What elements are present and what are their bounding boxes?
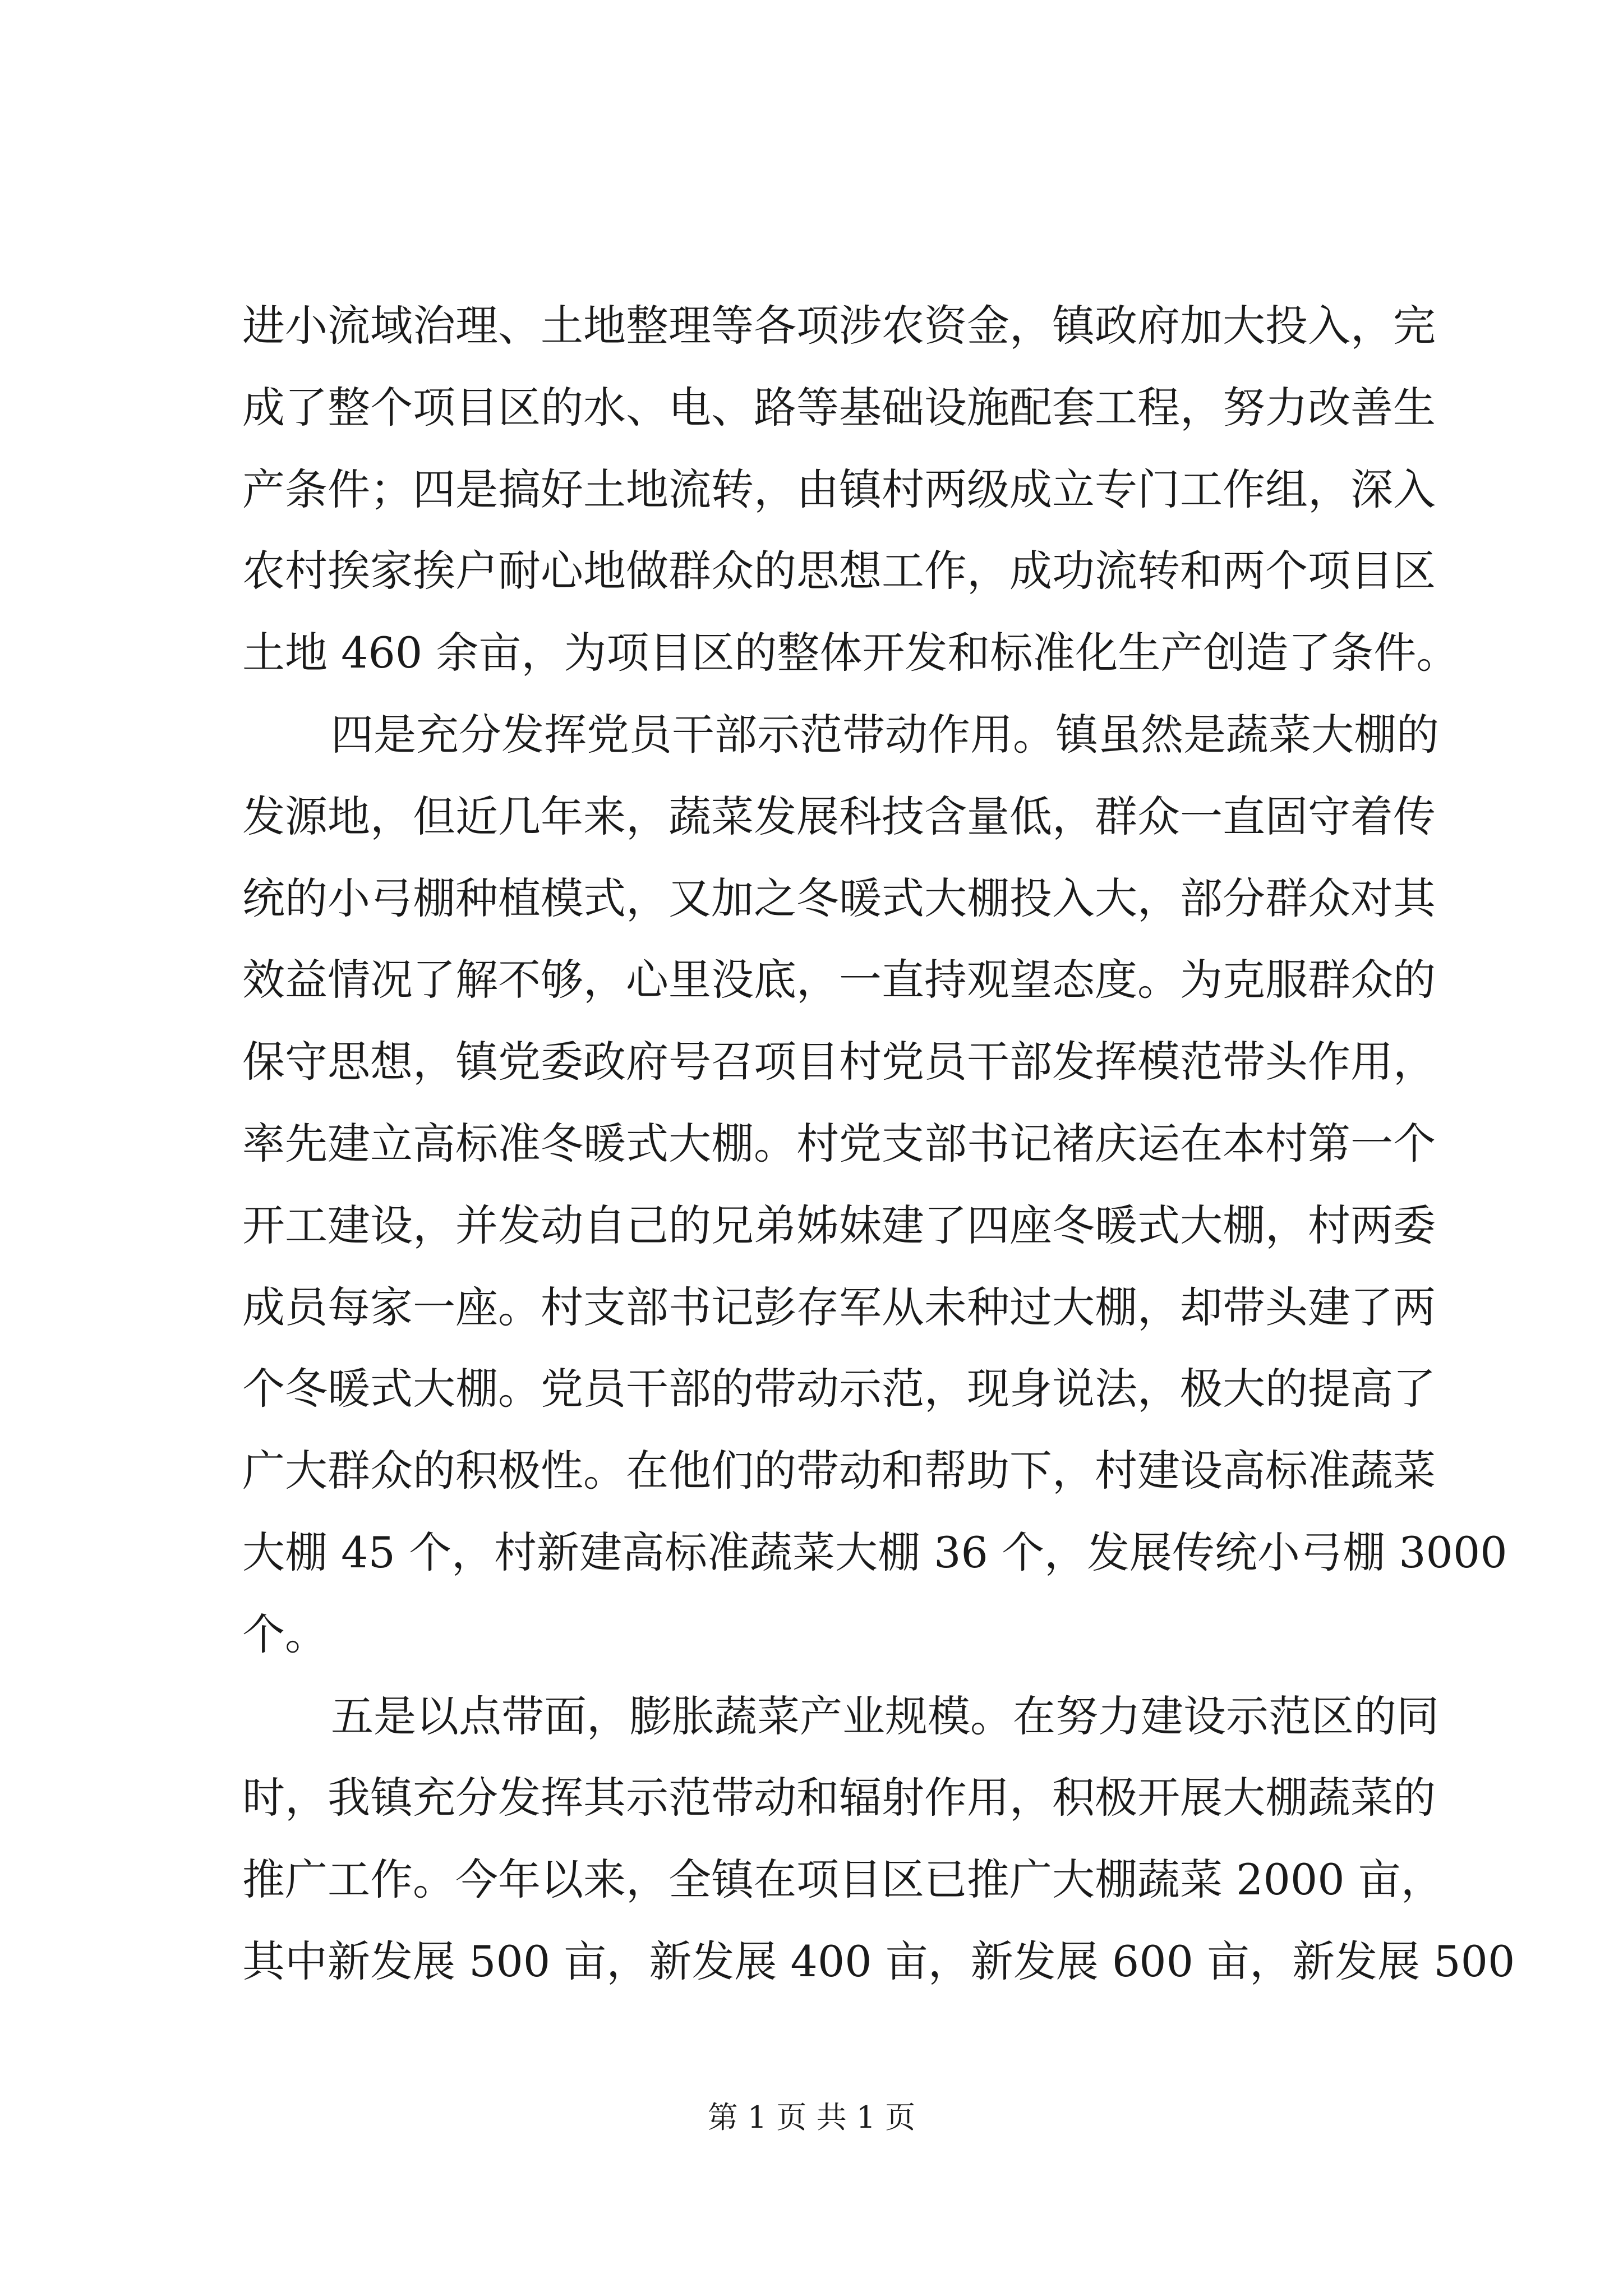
text-line: 时，我镇充分发挥其示范带动和辐射作用，积极开展大棚蔬菜的 bbox=[242, 1773, 1436, 1823]
document-body bbox=[242, 285, 1515, 2003]
paragraph-first-line: 五是以点带面，膨胀蔬菜产业规模。在努力建设示范区的同 bbox=[331, 1691, 1439, 1741]
text-line: 保守思想，镇党委政府号召项目村党员干部发挥模范带头作用， bbox=[242, 1037, 1436, 1087]
page-number: 第 1 页 共 1 页 bbox=[707, 2100, 916, 2135]
text-line: 广大群众的积极性。在他们的带动和帮助下，村建设高标准蔬菜 bbox=[242, 1446, 1436, 1496]
text-line: 土地 460 余亩，为项目区的整体开发和标准化生产创造了条件。 bbox=[242, 628, 1459, 678]
text-line: 其中新发展 500 亩，新发展 400 亩，新发展 600 亩，新发展 500 bbox=[242, 1936, 1515, 1986]
text-line: 进小流域治理、土地整理等各项涉农资金，镇政府加大投入，完 bbox=[242, 301, 1436, 351]
text-line: 率先建立高标准冬暖式大棚。村党支部书记褚庆运在本村第一个 bbox=[242, 1118, 1436, 1168]
text-line: 开工建设，并发动自己的兄弟姊妹建了四座冬暖式大棚，村两委 bbox=[242, 1200, 1436, 1250]
text-line: 个。 bbox=[242, 1609, 328, 1659]
text-line: 农村挨家挨户耐心地做群众的思想工作，成功流转和两个项目区 bbox=[242, 546, 1436, 596]
text-line: 发源地，但近几年来，蔬菜发展科技含量低，群众一直固守着传 bbox=[242, 791, 1436, 841]
text-line: 推广工作。今年以来，全镇在项目区已推广大棚蔬菜 2000 亩， bbox=[242, 1855, 1444, 1905]
text-line: 效益情况了解不够，心里没底，一直持观望态度。为克服群众的 bbox=[242, 955, 1436, 1005]
paragraph-first-line: 四是充分发挥党员干部示范带动作用。镇虽然是蔬菜大棚的 bbox=[331, 709, 1439, 760]
text-line: 个冬暖式大棚。党员干部的带动示范，现身说法，极大的提高了 bbox=[242, 1364, 1436, 1414]
text-line: 成了整个项目区的水、电、路等基础设施配套工程，努力改善生 bbox=[242, 382, 1436, 432]
text-line: 产条件；四是搞好土地流转，由镇村两级成立专门工作组，深入 bbox=[242, 464, 1436, 514]
text-line: 成员每家一座。村支部书记彭存军从未种过大棚，却带头建了两 bbox=[242, 1282, 1436, 1332]
text-line: 大棚 45 个，村新建高标准蔬菜大棚 36 个，发展传统小弓棚 3000 bbox=[242, 1527, 1507, 1577]
text-line: 统的小弓棚种植模式，又加之冬暖式大棚投入大，部分群众对其 bbox=[242, 873, 1436, 923]
page-footer bbox=[0, 2098, 1623, 2137]
